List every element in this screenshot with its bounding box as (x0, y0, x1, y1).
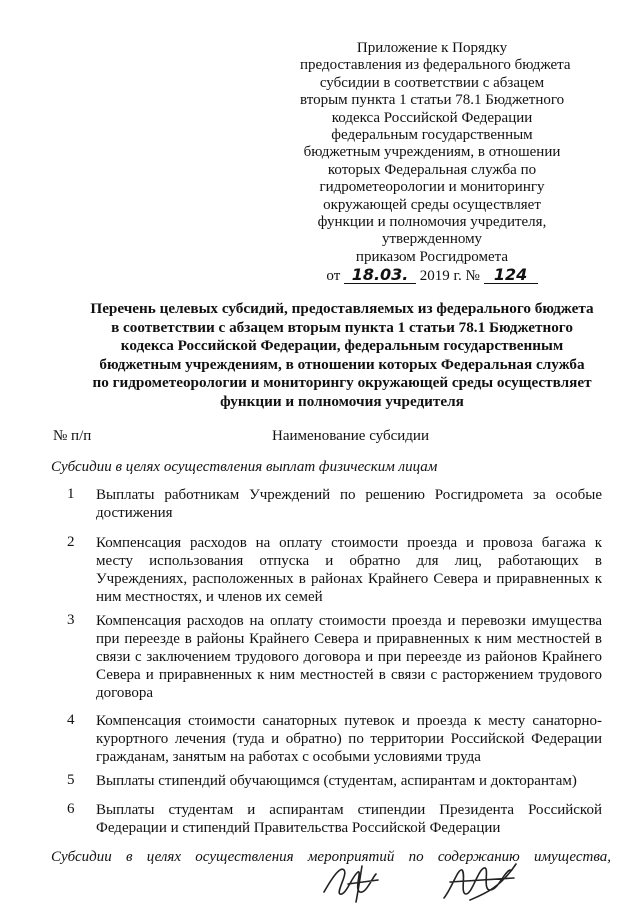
item-number: 2 (67, 534, 75, 550)
item-line: Федерации и стипендий Правительства Российской Федерации (96, 820, 501, 836)
item-line: Учреждениях, расположенных в районах Крайнего Севера и приравненных к (96, 571, 602, 587)
section-heading: Субсидии в целях осуществления выплат физическим лицам (51, 459, 438, 475)
year-text: 2019 г. № (419, 268, 480, 285)
item-number: 4 (67, 712, 75, 728)
item-line: гражданам, занятым на работах с особыми условиями труда (96, 749, 481, 765)
item-text (96, 801, 602, 837)
appendix-line: бюджетным учреждениям, в отношении (303, 144, 561, 161)
item-line: Компенсация стоимости санаторных путевок и проезда к месту санаторно- (96, 713, 602, 729)
signature-initials (440, 858, 520, 904)
item-line: Выплаты работникам Учреждений по решению Росгидромета за особые (96, 487, 602, 503)
item-line: Выплаты стипендий обучающимся (студентам, аспирантам и докторантам) (96, 773, 577, 789)
item-line: достижения (96, 505, 173, 521)
appendix-block (300, 40, 571, 286)
item-line: связи с заключением трудового договора и при переезде из районов Крайнего (96, 649, 602, 665)
title-line: по гидрометеорологии и мониторингу окружающей среды осуществляет (92, 374, 592, 392)
handwritten-date: 18.03. (344, 266, 416, 284)
title-line: бюджетным учреждениям, в отношении которых Федеральная служба (99, 355, 585, 373)
appendix-line: функции и полномочия учредителя, (317, 214, 547, 231)
handwritten-order-number: 124 (484, 266, 538, 284)
title-line: Перечень целевых субсидий, предоставляемых из федерального бюджета (90, 300, 594, 317)
appendix-line: федеральным государственным (331, 127, 533, 144)
item-line: договора (96, 685, 154, 701)
item-text (96, 772, 602, 790)
date-prefix: от (326, 268, 341, 285)
item-number: 6 (67, 801, 75, 817)
item-number: 5 (67, 772, 75, 788)
section-heading: Субсидии в целях осуществления мероприятий по содержанию имущества, (51, 849, 611, 865)
item-line: ним местностях, и членов их семей (96, 589, 323, 605)
item-line: курортного лечения (туда и обратно) по территории Российской Федерации (96, 731, 602, 747)
title-line: кодекса Российской Федерации, федеральным государственным (120, 337, 564, 355)
appendix-line: предоставления из федерального бюджета (300, 57, 571, 74)
appendix-line: приказом Росгидромета (355, 248, 509, 265)
item-text (96, 534, 602, 606)
item-text (96, 486, 602, 522)
item-line: Компенсация расходов на оплату стоимости проезда и провоза багажа к (96, 535, 602, 551)
item-line: Компенсация расходов на оплату стоимости проезда и перевозки имущества (96, 613, 602, 629)
appendix-line: кодекса Российской Федерации (331, 109, 533, 126)
appendix-line: которых Федеральная служба по (327, 161, 537, 178)
appendix-line: Приложение к Порядку (356, 40, 508, 56)
item-number: 1 (67, 486, 75, 502)
item-number: 3 (67, 612, 75, 628)
column-header-number: № п/п (53, 428, 92, 444)
title-line: в соответствии с абзацем вторым пункта 1 статьи 78.1 Бюджетного (111, 318, 573, 336)
item-line: Севера и приравненных к ним местностей в связи с расторжением трудового (96, 667, 602, 683)
document-title (70, 300, 614, 412)
appendix-line: утвержденному (381, 231, 483, 248)
appendix-line: окружающей среды осуществляет (323, 196, 541, 213)
item-line: месту использования отпуска и обратно для лиц, работающих в (96, 553, 602, 569)
column-header-name: Наименование субсидии (272, 428, 429, 444)
item-text (96, 612, 602, 702)
appendix-line: гидрометеорологии и мониторингу (319, 179, 545, 196)
order-date-line (300, 266, 564, 285)
item-line: Выплаты студентам и аспирантам стипендии Президента Российской (96, 802, 602, 818)
item-line: при переезде в районы Крайнего Севера и приравненных к ним местностей в (96, 631, 602, 647)
signature-initials (318, 858, 388, 904)
title-line: функции и полномочия учредителя (220, 392, 464, 410)
appendix-line: вторым пункта 1 статьи 78.1 Бюджетного (300, 92, 565, 109)
item-text (96, 712, 602, 766)
appendix-line: субсидии в соответствии с абзацем (319, 74, 545, 91)
